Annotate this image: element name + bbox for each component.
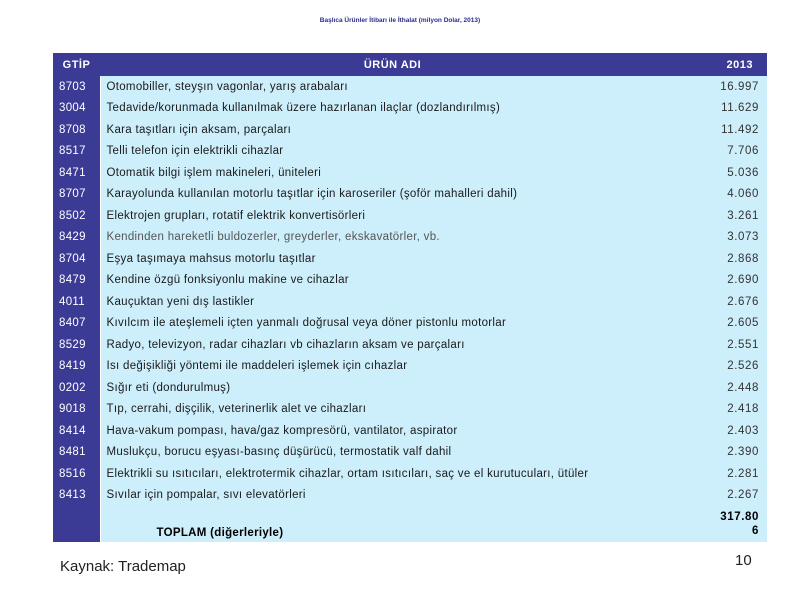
- value-cell: 2.676: [685, 291, 767, 313]
- value-cell: 2.403: [685, 420, 767, 442]
- table-row: [53, 442, 767, 464]
- gtip-code-cell: 8517: [53, 141, 100, 163]
- value-cell: 4.060: [685, 184, 767, 206]
- table-row: [53, 98, 767, 120]
- product-name-cell: Sığır eti (dondurulmuş): [100, 377, 685, 399]
- product-name-cell: Tedavide/korunmada kullanılmak üzere hazırlanan ilaçlar (dozlandırılmış): [100, 98, 685, 120]
- value-cell: 2.390: [685, 442, 767, 464]
- table-row: [53, 248, 767, 270]
- table-row: [53, 356, 767, 378]
- table-row: [53, 399, 767, 421]
- gtip-code-cell: 8707: [53, 184, 100, 206]
- table-row: [53, 162, 767, 184]
- value-cell: 2.448: [685, 377, 767, 399]
- product-name-cell: Otomobiller, steyşın vagonlar, yarış arabaları: [100, 76, 685, 98]
- product-name-cell: Telli telefon için elektrikli cihazlar: [100, 141, 685, 163]
- value-cell: 2.267: [685, 485, 767, 507]
- gtip-code-cell: 8703: [53, 76, 100, 98]
- gtip-code-cell: 9018: [53, 399, 100, 421]
- total-value-line1: 317.80: [720, 511, 759, 523]
- product-name-cell: Elektrojen grupları, rotatif elektrik konvertisörleri: [100, 205, 685, 227]
- table-row: [53, 334, 767, 356]
- table-row: [53, 291, 767, 313]
- gtip-code-cell: 8419: [53, 356, 100, 378]
- source-note: Kaynak: Trademap: [60, 558, 186, 575]
- header-row: [53, 53, 767, 76]
- gtip-code-cell: 4011: [53, 291, 100, 313]
- value-cell: 3.261: [685, 205, 767, 227]
- import-table: [53, 53, 768, 542]
- gtip-code-cell: 8429: [53, 227, 100, 249]
- product-name-cell: Eşya taşımaya mahsus motorlu taşıtlar: [100, 248, 685, 270]
- product-name-cell: Karayolunda kullanılan motorlu taşıtlar için karoseriler (şoför mahalleri dahil): [100, 184, 685, 206]
- value-cell: 2.868: [685, 248, 767, 270]
- product-name-cell: Radyo, televizyon, radar cihazları vb cihazların aksam ve parçaları: [100, 334, 685, 356]
- gtip-code-cell: 8516: [53, 463, 100, 485]
- product-name-cell: Muslukçu, borucu eşyası-basınç düşürücü, termostatik valf dahil: [100, 442, 685, 464]
- slide-title: Başlıca Ürünler İtibarı ile İthalat (milyon Dolar, 2013): [319, 17, 481, 24]
- gtip-code-cell: 8407: [53, 313, 100, 335]
- gtip-code-cell: 8704: [53, 248, 100, 270]
- table-row: [53, 270, 767, 292]
- value-cell: 16.997: [685, 76, 767, 98]
- gtip-code-cell: 8414: [53, 420, 100, 442]
- gtip-code-cell: 8502: [53, 205, 100, 227]
- product-name-cell: Hava-vakum pompası, hava/gaz kompresörü, vantilator, aspirator: [100, 420, 685, 442]
- value-cell: 2.526: [685, 356, 767, 378]
- value-cell: 2.690: [685, 270, 767, 292]
- table-row: [53, 227, 767, 249]
- table-row: [53, 313, 767, 335]
- value-cell: 2.281: [685, 463, 767, 485]
- header-year: 2013: [685, 53, 767, 76]
- gtip-code-cell: 0202: [53, 377, 100, 399]
- gtip-code-cell: 8413: [53, 485, 100, 507]
- gtip-code-cell: 8708: [53, 119, 100, 141]
- value-cell: 2.551: [685, 334, 767, 356]
- total-value-line2: 6: [752, 525, 759, 537]
- product-name-cell: Kıvılcım ile ateşlemeli içten yanmalı doğrusal veya döner pistonlu motorlar: [100, 313, 685, 335]
- header-code: GTİP: [53, 53, 100, 76]
- table-row: [53, 377, 767, 399]
- value-cell: 3.073: [685, 227, 767, 249]
- page-number: 10: [735, 552, 752, 569]
- value-cell: 7.706: [685, 141, 767, 163]
- gtip-code-cell: 8479: [53, 270, 100, 292]
- total-code-cell: [53, 506, 100, 542]
- value-cell: 11.492: [685, 119, 767, 141]
- gtip-code-cell: 3004: [53, 98, 100, 120]
- table-row: [53, 485, 767, 507]
- value-cell: 5.036: [685, 162, 767, 184]
- product-name-cell: Kara taşıtları için aksam, parçaları: [100, 119, 685, 141]
- gtip-code-cell: 8471: [53, 162, 100, 184]
- table-row: [53, 184, 767, 206]
- table-row: [53, 420, 767, 442]
- value-cell: 2.418: [685, 399, 767, 421]
- product-name-cell: Tıp, cerrahi, dişçilik, veterinerlik alet ve cihazları: [100, 399, 685, 421]
- product-name-cell: Elektrikli su ısıtıcıları, elektrotermik cihazlar, ortam ısıtıcıları, saç ve el kurutucuları, ütüler: [100, 463, 685, 485]
- product-name-cell: Isı değişikliği yöntemi ile maddeleri işlemek için cıhazlar: [100, 356, 685, 378]
- table-row: [53, 141, 767, 163]
- product-name-cell: Kauçuktan yeni dış lastikler: [100, 291, 685, 313]
- product-name-cell: Kendine özgü fonksiyonlu makine ve cihazlar: [100, 270, 685, 292]
- product-name-cell: Otomatik bilgi işlem makineleri, üniteleri: [100, 162, 685, 184]
- table-row: [53, 76, 767, 98]
- value-cell: 11.629: [685, 98, 767, 120]
- header-name: ÜRÜN ADI: [100, 53, 685, 76]
- product-name-cell: Kendinden hareketli buldozerler, greyderler, ekskavatörler, vb.: [100, 227, 685, 249]
- total-value: [685, 506, 767, 542]
- gtip-code-cell: 8481: [53, 442, 100, 464]
- table-row: [53, 205, 767, 227]
- total-row: [53, 506, 767, 542]
- total-label: TOPLAM (diğerleriyle): [100, 506, 685, 542]
- product-name-cell: Sıvılar için pompalar, sıvı elevatörleri: [100, 485, 685, 507]
- gtip-code-cell: 8529: [53, 334, 100, 356]
- table-row: [53, 119, 767, 141]
- value-cell: 2.605: [685, 313, 767, 335]
- table-row: [53, 463, 767, 485]
